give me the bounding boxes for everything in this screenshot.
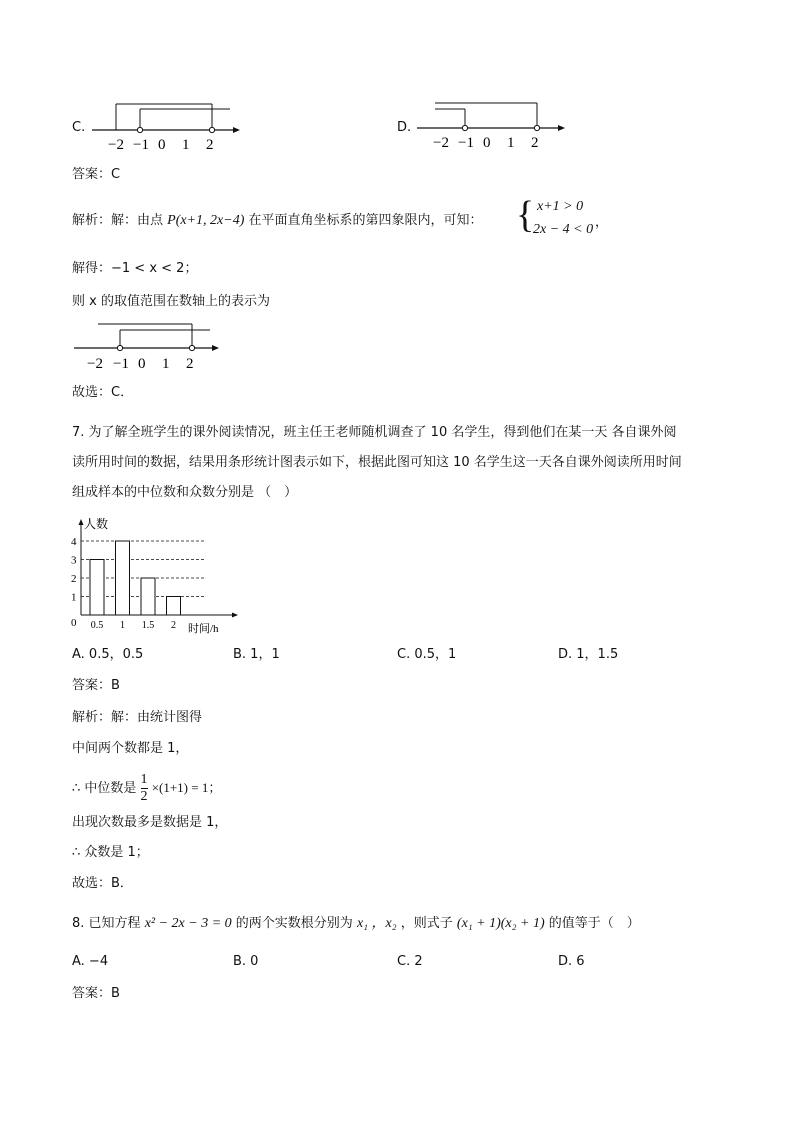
x-tick-label: 1 (120, 620, 125, 631)
tick-label: −2 (433, 135, 449, 151)
x-tick-label: 2 (171, 620, 176, 631)
q7-analysis-5: ∴ 众数是 1； (72, 845, 149, 860)
q7-option-a[interactable]: A. 0.5，0.5 (72, 647, 144, 662)
y-tick-label: 3 (71, 554, 77, 567)
tick-label: −2 (87, 356, 103, 372)
q7-analysis-2: 中间两个数都是 1， (72, 741, 189, 756)
x-axis-arrow (232, 613, 238, 618)
tick-label: −1 (133, 137, 149, 153)
y-tick-label: 1 (71, 591, 77, 604)
q8-stem-post: 的值等于（ ） (548, 916, 640, 931)
q8-roots: x₁ ，x₂ (356, 916, 397, 931)
q8-answer: 答案：B (72, 986, 120, 1001)
q8-stem-pre: 8. 已知方程 (72, 916, 141, 931)
q8-stem-mid: 的两个实数根分别为 (235, 916, 353, 931)
tick-label: 2 (186, 356, 194, 372)
q7-stem-line-1: 7. 为了解全班学生的课外阅读情况，班主任王老师随机调查了 10 名学生，得到他们在某一天 各自课外阅 (72, 425, 677, 440)
system-brace: { (516, 194, 535, 236)
q7-choice: 故选：B． (72, 876, 133, 891)
option-c-number-line (90, 96, 250, 156)
q7-analysis-4: 出现次数最多是数据是 1， (72, 815, 228, 830)
tick-label: 1 (162, 356, 170, 372)
solution-number-line (72, 318, 232, 376)
q8-equation: x² − 2x − 3 = 0 (144, 916, 232, 931)
y-tick-label: 2 (71, 573, 77, 585)
option-d-label: D. (397, 120, 412, 135)
bar (90, 560, 104, 616)
fraction-half (141, 772, 148, 805)
analysis-3-post: ×(1+1) = 1； (151, 780, 222, 795)
q7-stem-line-3: 组成样本的中位数和众数分别是 （ ） (72, 485, 298, 500)
q8-option-d[interactable]: D. 6 (558, 954, 585, 969)
point-expression: P(x+1, 2x−4) (167, 213, 245, 228)
tick-label: 2 (206, 137, 214, 153)
option-d-number-line (415, 96, 575, 156)
q6-axis-intro: 则 x 的取值范围在数轴上的表示为 (72, 294, 270, 309)
bar (116, 541, 130, 615)
q7-option-c[interactable]: C. 0.5，1 (397, 647, 457, 662)
chart-origin: 0 (71, 617, 77, 629)
x-tick-label: 0.5 (90, 620, 104, 631)
tick-label: 0 (483, 135, 491, 151)
q7-analysis-1: 解析：解：由统计图得 (72, 710, 203, 725)
x-tick-label: 1.5 (141, 620, 155, 631)
system-line-1: x+1 > 0 (537, 199, 584, 214)
analysis-3-pre: ∴ 中位数是 (72, 781, 137, 796)
tick-label: −1 (458, 135, 474, 151)
q8-option-a[interactable]: A. −4 (72, 954, 109, 969)
system-tail: ， (595, 215, 609, 230)
y-tick-label: 4 (71, 536, 77, 548)
q7-analysis-3 (72, 772, 221, 805)
q8-stem (72, 909, 640, 938)
y-axis-arrow (79, 519, 84, 525)
tick-label: 0 (158, 137, 166, 153)
fraction-numerator: 1 (140, 772, 148, 787)
bar-chart (64, 514, 244, 638)
q6-solve: 解得：−1 < x < 2； (72, 261, 198, 276)
chart-xlabel: 时间/h (188, 623, 219, 635)
analysis-mid: 在平面直角坐标系的第四象限内，可知： (248, 213, 483, 228)
q7-answer: 答案：B (72, 678, 120, 693)
q6-analysis-line (72, 206, 483, 235)
option-c-label: C. (72, 120, 86, 135)
q8-option-b[interactable]: B. 0 (233, 954, 259, 969)
analysis-lead: 解析：解：由点 (72, 213, 164, 228)
q7-stem-line-2: 读所用时间的数据，结果用条形统计图表示如下，根据此图可知这 10 名学生这一天各自课外阅读所用时间 (72, 455, 682, 470)
q8-option-c[interactable]: C. 2 (397, 954, 423, 969)
tick-label: 1 (507, 135, 515, 151)
bar (167, 597, 181, 616)
system-line-2: 2x − 4 < 0 (533, 222, 594, 237)
bar (141, 578, 155, 615)
tick-label: −1 (113, 356, 129, 372)
q7-option-b[interactable]: B. 1，1 (233, 647, 280, 662)
q8-stem-mid2: ，则式子 (400, 916, 453, 931)
chart-ylabel: 人数 (84, 517, 109, 531)
tick-label: 0 (138, 356, 146, 372)
q8-expression: (x₁ + 1)(x₂ + 1) (456, 916, 545, 931)
tick-label: 2 (531, 135, 539, 151)
q6-answer: 答案：C (72, 167, 121, 182)
tick-label: 1 (182, 137, 190, 153)
q7-option-d[interactable]: D. 1，1.5 (558, 647, 619, 662)
fraction-denominator: 2 (140, 789, 148, 804)
q6-choice: 故选：C． (72, 385, 134, 400)
tick-label: −2 (108, 137, 124, 153)
